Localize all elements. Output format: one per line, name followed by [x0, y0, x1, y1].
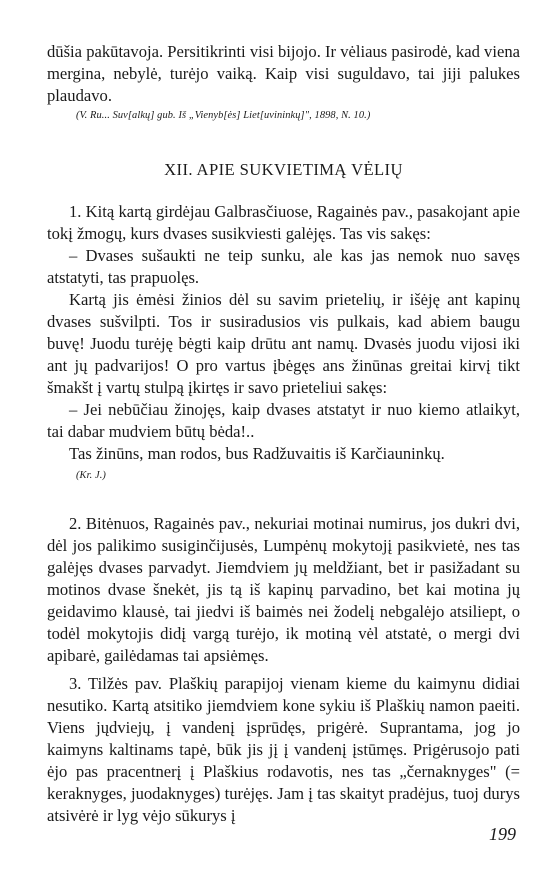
- story-1-paragraph-1: 1. Kitą kartą girdėjau Galbrasčiuose, Ragainės pav., pasakojant apie tokį žmogų, kurs dvases susikviesti galėjęs. Tas vis sakęs:: [47, 202, 520, 243]
- story-1-quote-2: – Jei nebūčiau žinojęs, kaip dvases atstatyt ir nuo kiemo atlaikyt, tai dabar mudviem būtų bėda!..: [47, 400, 520, 441]
- story-1-quote-1: – Dvases sušaukti ne teip sunku, ale kas jas nemok nuo savęs atstatyti, tas prapuolęs.: [47, 246, 520, 287]
- story-1-source-note: (Kr. J.): [76, 470, 106, 481]
- story-1: [47, 201, 520, 483]
- story-3: 3. Tilžės pav. Plaškių parapijoj vienam kieme du kaimynu didiai nesutiko. Kartą atsitiko jiemdviem kone sykiu iš Plaškių namon paeiti. Viens jųdviejų, į vandenį įsprūdęs, prigėrė. Suprantama, jog jo kaimyns kaltinams tapė, būk jis jį į vandenį įstūmęs. Prigėrusojo pati ėjo pas pracentnerį į Plaškius rodavotis, nes tas „černaknyges" (= keraknyges, juodaknyges) turėjęs. Jam į tas skaityt pradėjus, tuoj durys atsivėrė ir lyg vėjo sūkurys į: [47, 674, 520, 825]
- story-1-paragraph-3: Tas žinūns, man rodos, bus Radžuvaitis iš Karčiauninkų.: [69, 444, 445, 463]
- opening-source-note: (V. Ru... Suv[alkų] gub. Iš „Vienyb[ės] Liet[uvininkų]", 1898, N. 10.): [76, 110, 371, 121]
- story-2: 2. Bitėnuos, Ragainės pav., nekuriai motinai numirus, jos dukri dvi, dėl jos palikimo susiginčijusės, Lumpėnų mokytojį pasikvietė, nes tas galėjęs dvases parvadyt. Jiemdviem jų meldžiant, bet ir pasižadant su motinos dvase šnekėt, jis tą iš kapinų parvadino, bet kai motina jų geidavimo klausė, tai jiedvi iš baimės nei žodelį nebgalėjo atsiliept, o todėl mokytojis didį vargą turėjo, ik motiną vėl atstatė, o mergi dvi apibarė, gailėdamas tai apsiėmęs.: [47, 514, 520, 665]
- section-title: XII. APIE SUKVIETIMĄ VĖLIŲ: [164, 160, 403, 179]
- story-1-paragraph-2: Kartą jis ėmėsi žinios dėl su savim prietelių, ir išėję ant kapinų dvases sušvilpti. Tos ir susiradusios vis pulkais, kad abiem baugu buvę! Juodu turėję bėgti kaip drūtu ant namų. Dvasės juodu vijosi iki ant jų padvarijos! O pro vartus įbėgęs ans žinūnas greitai kirvį tikt šmakšt į vartų stulpą įkirtęs ir savo prieteliui sakęs:: [47, 290, 520, 397]
- opening-paragraph: dūšia pakūtavoja. Persitikrinti visi bijojo. Ir vėliaus pasirodė, kad viena mergina, nebylė, turėjo vaiką. Kaip visi suguldavo, tai jiji palukes plaudavo.: [47, 42, 520, 105]
- page-number: 199: [489, 824, 516, 844]
